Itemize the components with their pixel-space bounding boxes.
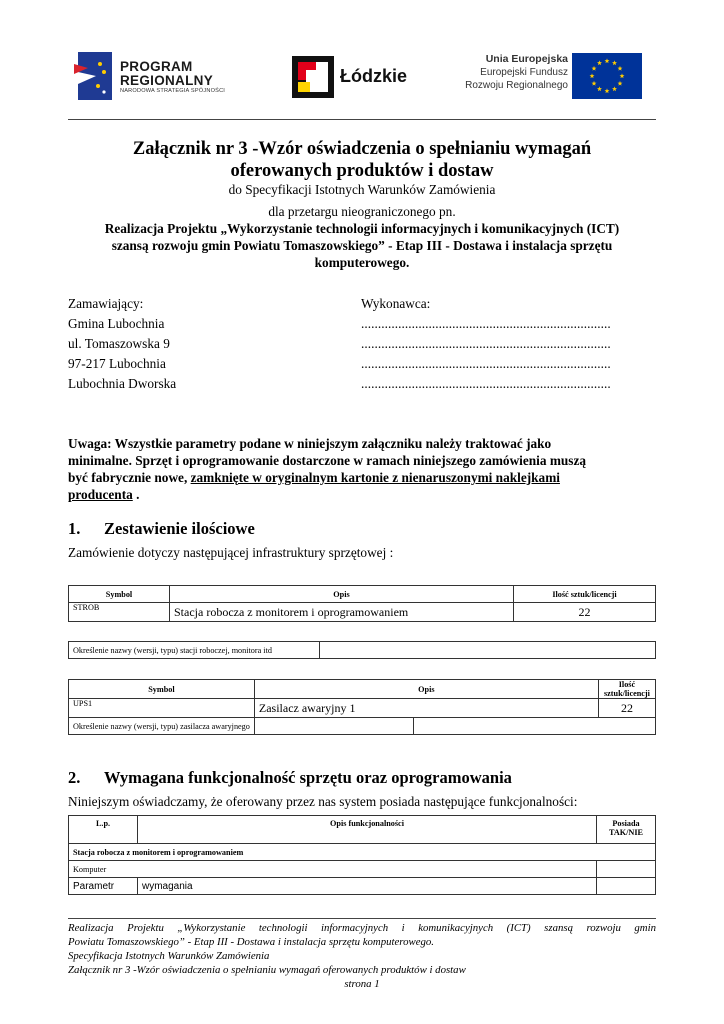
program-regionalny-logo [74,50,244,104]
col-ilosc: Ilość sztuk/licencji [514,586,656,603]
zamawiajacy-block [68,294,328,394]
eu-logo-line1: Unia Europejska [485,53,568,65]
wykonawca-line: .......................................................................... [361,356,611,371]
eu-flag-icon [572,53,642,99]
footer-line2: Powiatu Tomaszowskiego” - Etap III - Dostawa i instalacja sprzętu komputerowego. [68,936,434,948]
col-posiada-line1: Posiada [612,819,640,828]
subtitle-line2: dla przetargu nieograniczonego pn. [268,204,456,219]
uwaga-line1: Uwaga: Wszystkie parametry podane w niniejszym załączniku należy traktować jako [68,436,552,451]
section2-intro: Niniejszym oświadczamy, że oferowany przez nas system posiada następujące funkcjonalności: [68,794,578,809]
col-ilosc: Ilość sztuk/licencji [598,680,655,699]
eu-logo-line3: Rozwoju Regionalnego [465,80,568,91]
program-logo-line3: NARODOWA STRATEGIA SPÓJNOŚCI [120,88,226,94]
wykonawca-label: Wykonawca: [361,296,431,311]
title-line2: oferowanych produktów i dostaw [230,161,494,181]
col-opis-funkcjonalnosci: Opis funkcjonalności [138,816,597,844]
cell-ilosc: 22 [598,699,655,718]
table-row [69,718,656,735]
col-posiada-line2: TAK/NIE [609,828,643,837]
footer-page-number: strona 1 [344,978,380,990]
project-line1: Realizacja Projektu „Wykorzystanie technologii informacyjnych i komunikacyjnych (ICT) [104,221,620,236]
title-subtitle [60,180,664,222]
subtitle-line1: do Specyfikacji Istotnych Warunków Zamówienia [228,182,496,197]
section1-title: Zestawienie ilościowe [104,519,255,538]
col-symbol: Symbol [69,680,255,699]
table-row [69,603,656,622]
posiada-cell[interactable] [597,861,656,878]
uwaga-line3 [68,469,668,486]
table-row [69,861,656,878]
uwaga-line4-end: . [132,487,140,502]
title-line1: Załącznik nr 3 -Wzór oświadczenia o spełnianiu wymagań [132,139,592,159]
uwaga-note [68,435,668,503]
project-line3: komputerowego. [314,255,410,270]
project-line2: szansą rozwoju gmin Powiatu Tomaszowskiego” - Etap III - Dostawa i instalacja sprzętu [111,238,613,253]
cell-symbol: STROB [69,603,170,622]
col-posiada [597,816,656,844]
section2-title: Wymagana funkcjonalność sprzętu oraz oprogramowania [104,768,512,787]
zamawiajacy-label: Zamawiający: [68,296,144,311]
ups-name-label: Określenie nazwy (wersji, typu) zasilacza awaryjnego [69,718,255,735]
zamawiajacy-line: 97-217 Lubochnia [68,356,166,371]
table-row [69,878,656,895]
footer-line4: Załącznik nr 3 -Wzór oświadczenia o spełnianiu wymagań oferowanych produktów i dostaw [68,964,466,976]
col-symbol: Symbol [69,586,170,603]
zamawiajacy-line: Gmina Lubochnia [68,316,165,331]
program-logo-line1: PROGRAM [120,59,193,74]
eu-logo [444,53,644,101]
name-table-strob [68,641,656,659]
cell-ilosc: 22 [514,603,656,622]
strob-name-label: Określenie nazwy (wersji, typu) stacji roboczej, monitora itd [69,642,320,659]
sub-row-komputer: Komputer [69,861,597,878]
param-label: Parametr [69,878,138,895]
program-emblem-icon [74,50,114,102]
functionality-table [68,815,656,895]
quantity-table-ups [68,679,656,735]
footer-line3: Specyfikacja Istotnych Warunków Zamówienia [68,950,270,962]
uwaga-line2: minimalne. Sprzęt i oprogramowanie dostarczone w ramach niniejszego zamówienia muszą [68,453,587,468]
wykonawca-block [361,294,651,394]
param-value: wymagania [138,878,597,895]
lodzkie-emblem-icon [292,56,334,98]
cell-opis: Stacja robocza z monitorem i oprogramowaniem [170,603,514,622]
wykonawca-line: .......................................................................... [361,336,611,351]
uwaga-line4 [68,486,668,503]
uwaga-line4-underlined: producenta [68,487,133,502]
footer-line1: Realizacja Projektu „Wykorzystanie technologii informacyjnych i komunikacyjnych (ICT) szansą rozwoju gmin [68,922,656,934]
footer [68,921,656,991]
document-title [60,138,664,182]
zamawiajacy-line: ul. Tomaszowska 9 [68,336,170,351]
program-logo-line2: REGIONALNY [120,73,214,88]
section1-number: 1. [68,519,81,538]
uwaga-line3-plain: być fabrycznie nowe, [68,470,191,485]
section2-number: 2. [68,768,81,787]
col-lp: L.p. [69,816,138,844]
cell-opis: Zasilacz awaryjny 1 [254,699,598,718]
zamawiajacy-line: Lubochnia Dworska [68,376,177,391]
cell-symbol: UPS1 [69,699,255,718]
wykonawca-line: .......................................................................... [361,376,611,391]
quantity-table-strob [68,585,656,622]
eu-logo-line2: Europejski Fundusz [480,67,568,78]
project-name [40,220,684,271]
lodzkie-logo [292,56,412,100]
col-opis: Opis [254,680,598,699]
wykonawca-line: .......................................................................... [361,316,611,331]
strob-name-input[interactable] [320,642,656,659]
table-row [69,699,656,718]
section1-intro: Zamówienie dotyczy następującej infrastruktury sprzętowej : [68,545,394,560]
footer-divider [68,918,656,919]
col-opis: Opis [170,586,514,603]
section1-heading [68,519,255,539]
header-divider [68,119,656,120]
section2-heading [68,768,512,788]
lodzkie-name: Łódzkie [340,66,408,86]
group-row: Stacja robocza z monitorem i oprogramowaniem [69,844,656,861]
uwaga-line3-underlined: zamknięte w oryginalnym kartonie z nienaruszonymi naklejkami [190,470,560,485]
posiada-cell[interactable] [597,878,656,895]
ups-name-input[interactable] [254,718,655,735]
